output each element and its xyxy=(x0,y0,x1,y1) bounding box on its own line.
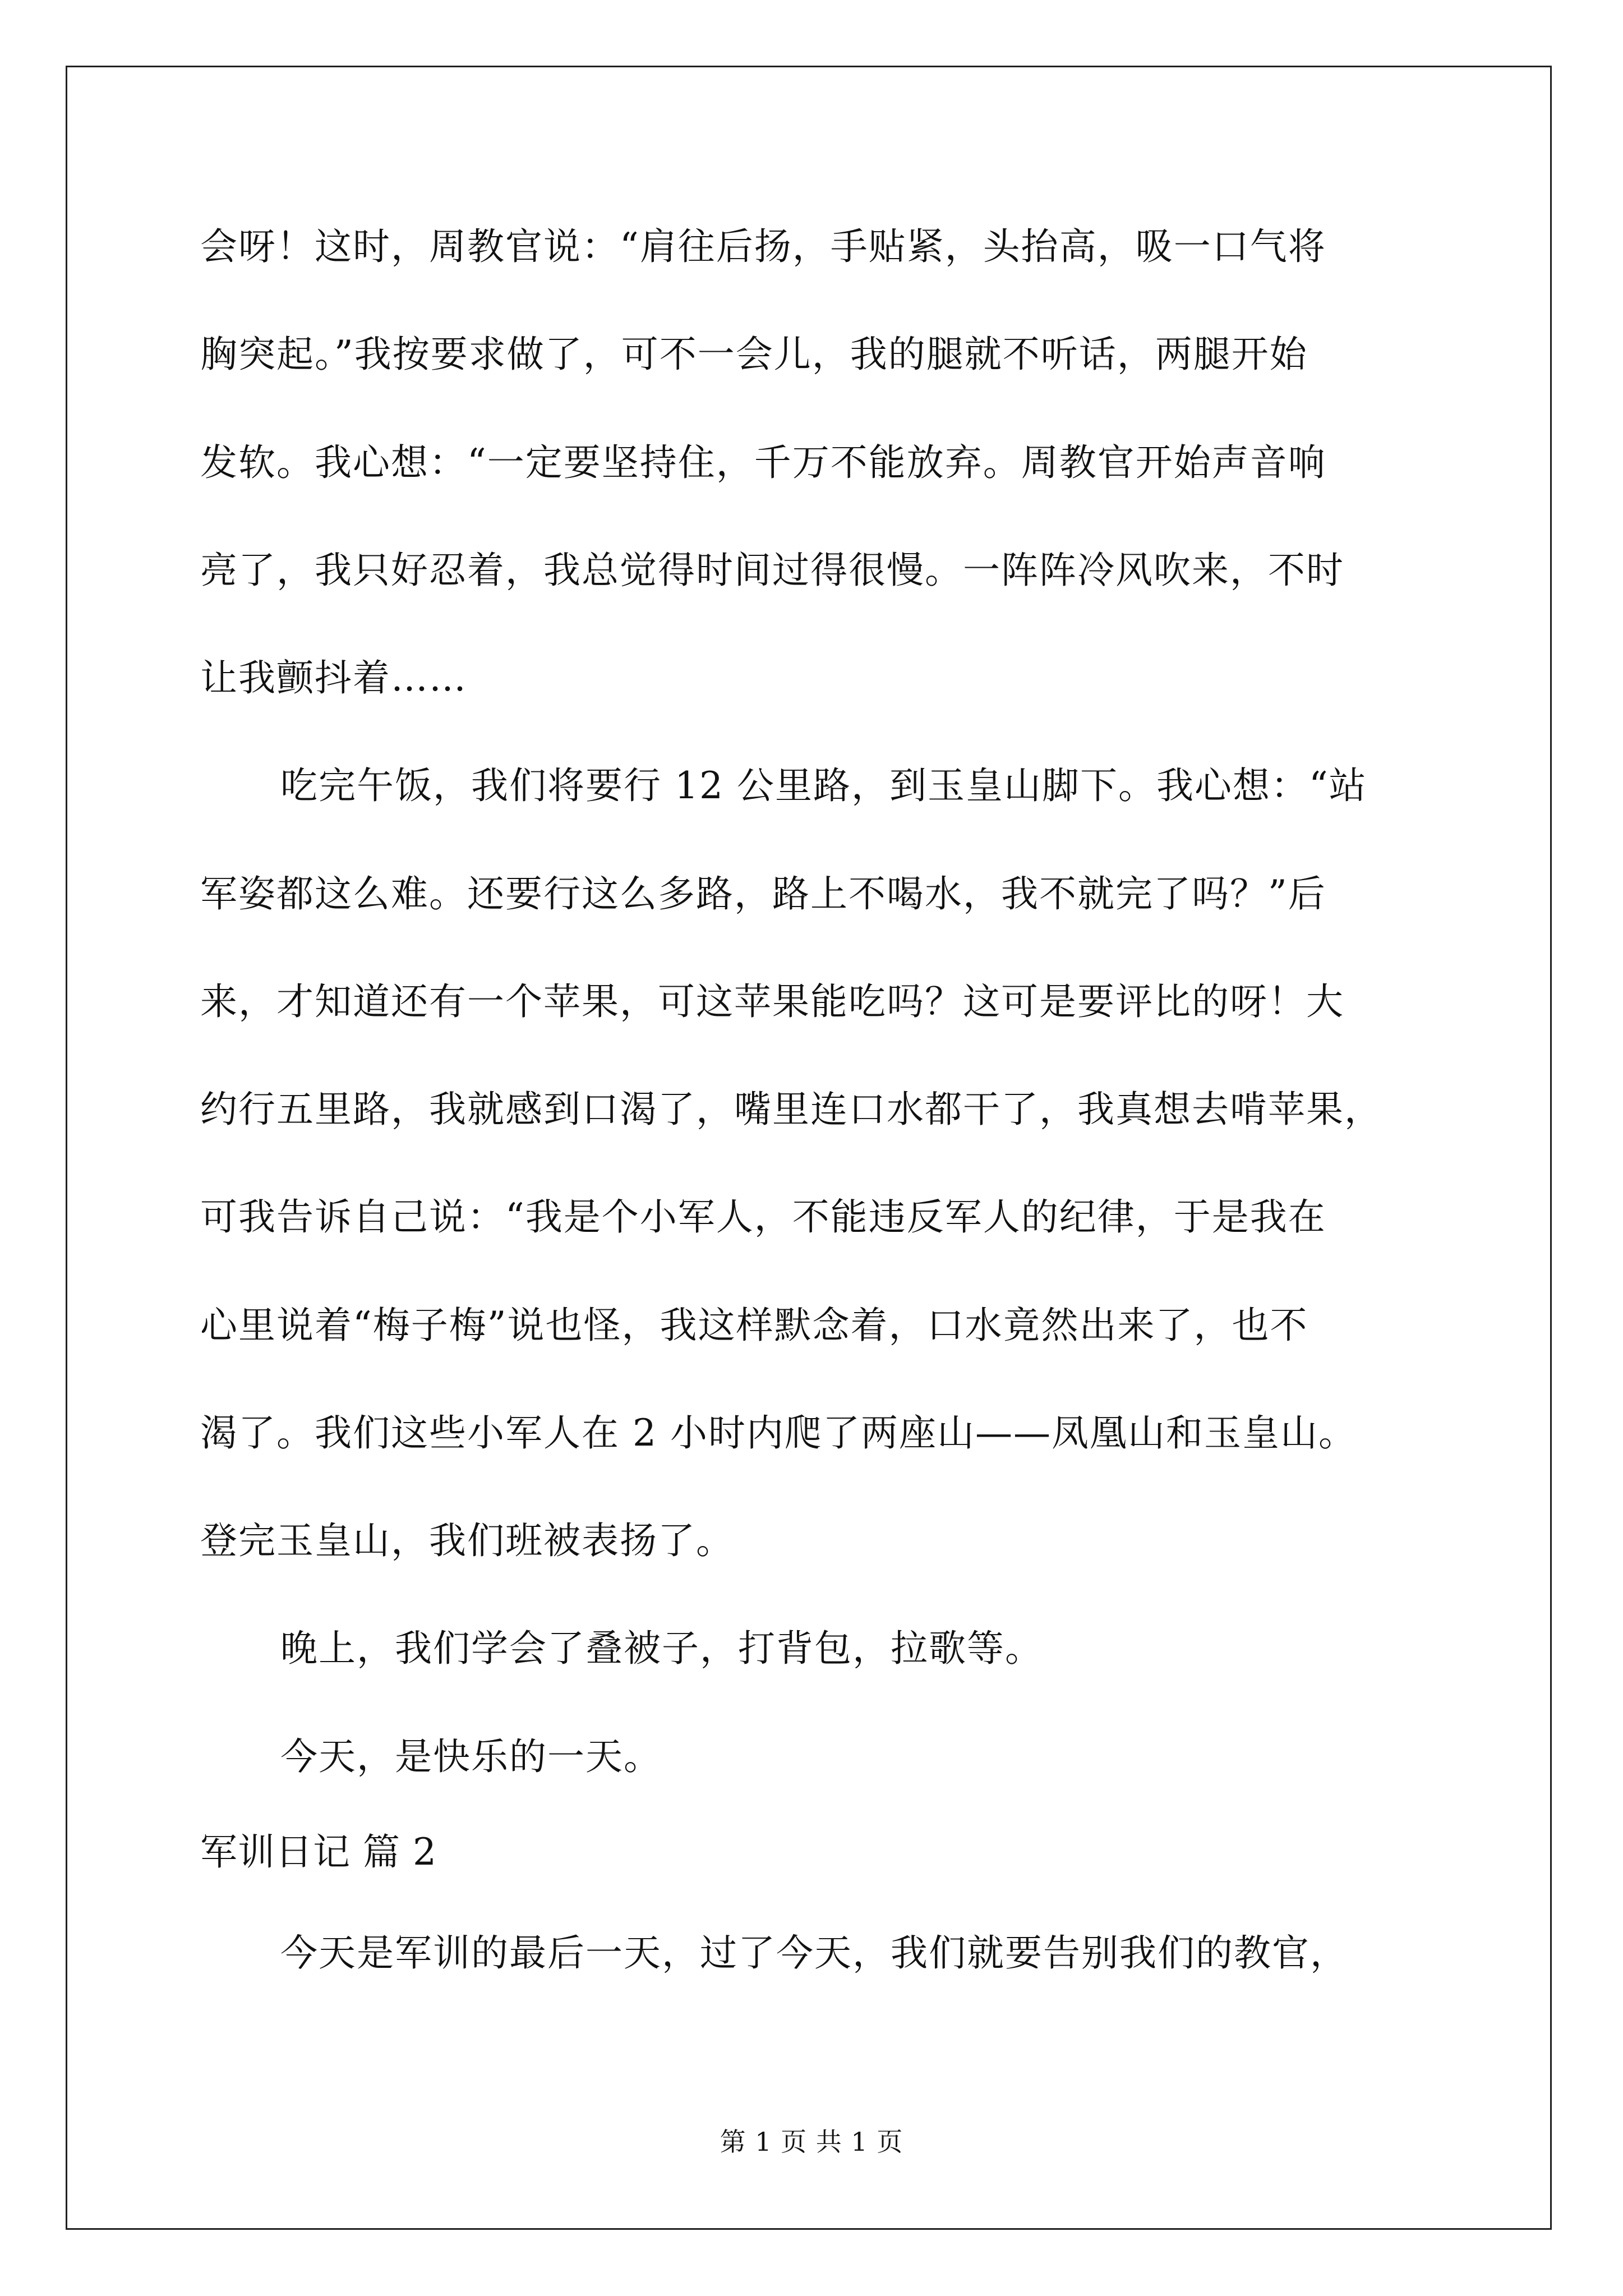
paragraph-line: 亮了，我只好忍着，我总觉得时间过得很慢。一阵阵冷风吹来，不时 xyxy=(200,549,1344,592)
section-heading: 军训日记 篇 2 xyxy=(200,1830,437,1874)
paragraph-line: 发软。我心想：“一定要坚持住，千万不能放弃。周教官开始声音响 xyxy=(200,441,1326,484)
paragraph-line: 渴了。我们这些小军人在 2 小时内爬了两座山——凤凰山和玉皇山。 xyxy=(200,1411,1357,1455)
paragraph-line: 可我告诉自己说：“我是个小军人，不能违反军人的纪律，于是我在 xyxy=(200,1195,1326,1239)
paragraph-line: 让我颤抖着…… xyxy=(200,656,467,700)
paragraph-line: 今天是军训的最后一天，过了今天，我们就要告别我们的教官， xyxy=(280,1931,1348,1975)
page-border xyxy=(66,66,1552,2230)
paragraph-line: 吃完午饭，我们将要行 12 公里路，到玉皇山脚下。我心想：“站 xyxy=(280,764,1367,807)
page-footer: 第 1 页 共 1 页 xyxy=(720,2127,903,2157)
paragraph-line: 今天，是快乐的一天。 xyxy=(280,1735,662,1778)
paragraph-line: 约行五里路，我就感到口渴了，嘴里连口水都干了，我真想去啃苹果， xyxy=(200,1088,1382,1131)
paragraph-line: 晚上，我们学会了叠被子，打背包，拉歌等。 xyxy=(280,1627,1043,1670)
paragraph-line: 军姿都这么难。还要行这么多路，路上不喝水，我不就完了吗？”后 xyxy=(200,872,1326,915)
paragraph-line: 心里说着“梅子梅”说也怪，我这样默念着，口水竟然出来了，也不 xyxy=(200,1304,1308,1347)
paragraph-line: 来，才知道还有一个苹果，可这苹果能吃吗？这可是要评比的呀！大 xyxy=(200,980,1344,1023)
paragraph-line: 登完玉皇山，我们班被表扬了。 xyxy=(200,1519,734,1562)
paragraph-line: 会呀！这时，周教官说：“肩往后扬，手贴紧，头抬高，吸一口气将 xyxy=(200,225,1326,268)
paragraph-line: 胸突起。”我按要求做了，可不一会儿，我的腿就不听话，两腿开始 xyxy=(200,333,1308,376)
